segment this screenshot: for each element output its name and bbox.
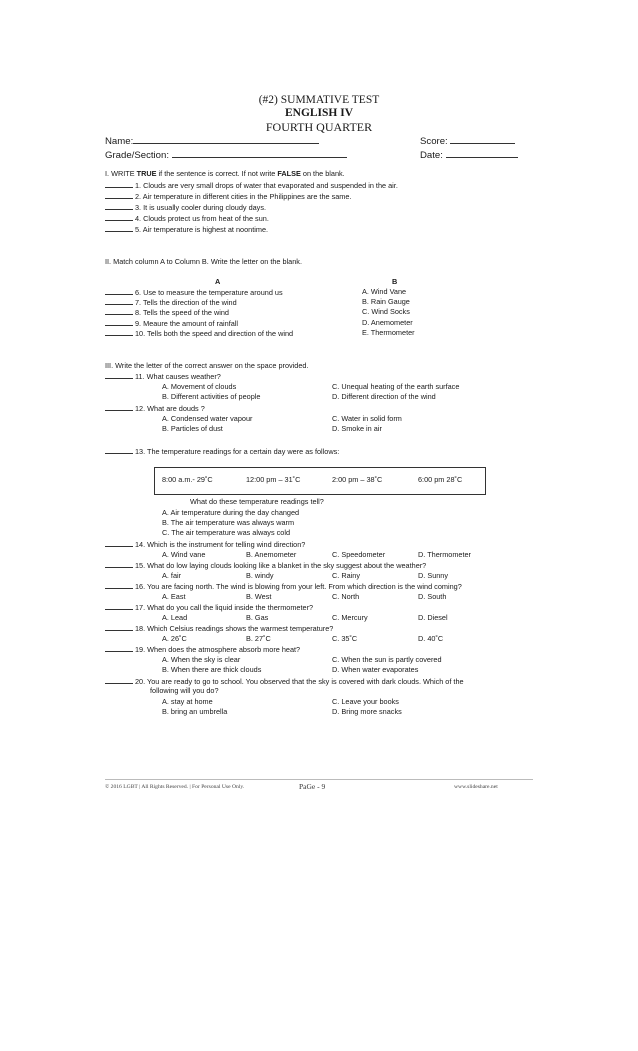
footer-source: www.slideshare.net [454, 784, 498, 790]
list-item: 8. Tells the speed of the wind [105, 307, 229, 319]
name-field [105, 134, 319, 147]
name-line [133, 134, 319, 144]
answer-blank [105, 213, 133, 221]
question-16: 16. You are facing north. The wind is blowing from your left. From which direction is the wind coming? [105, 581, 462, 593]
column-b-item: C. Wind Socks [362, 307, 410, 316]
option: B. bring an umbrella [162, 707, 228, 716]
list-item: 9. Meaure the amount of rainfall [105, 318, 238, 330]
answer-blank [105, 297, 133, 305]
option: D. When water evaporates [332, 665, 419, 674]
answer-blank [105, 446, 133, 454]
option: D. Thermometer [418, 550, 471, 559]
reading: 8:00 a.m.- 29˚C [162, 475, 213, 484]
answer-blank [105, 560, 133, 568]
question-11: 11. What causes weather? [105, 371, 221, 383]
question-17: 17. What do you call the liquid inside the thermometer? [105, 602, 313, 614]
option: D. Sunny [418, 571, 449, 580]
option: B. West [246, 592, 272, 601]
option: C. Unequal heating of the earth surface [332, 382, 460, 391]
question-20: 20. You are ready to go to school. You observed that the sky is covered with dark clouds. Which of the [105, 676, 464, 688]
score-label: Score: [420, 136, 448, 147]
option: B. Different activities of people [162, 392, 261, 401]
score-line [450, 134, 515, 144]
question-13: 13. The temperature readings for a certain day were as follows: [105, 446, 339, 458]
question-14: 14. Which is the instrument for telling wind direction? [105, 539, 305, 551]
answer-blank [105, 328, 133, 336]
option: A. When the sky is clear [162, 655, 241, 664]
option: C. North [332, 592, 360, 601]
option: C. When the sun is partly covered [332, 655, 442, 664]
list-item: 10. Tells both the speed and direction of the wind [105, 328, 293, 340]
option: D. 40˚C [418, 634, 444, 643]
column-b-item: A. Wind Vane [362, 287, 407, 296]
answer-blank [105, 403, 133, 411]
option: A. East [162, 592, 186, 601]
name-label: Name: [105, 136, 134, 147]
reading: 6:00 pm 28˚C [418, 475, 463, 484]
option: C. Speedometer [332, 550, 386, 559]
option: D. Different direction of the wind [332, 392, 436, 401]
option: C. 35˚C [332, 634, 358, 643]
answer-blank [105, 224, 133, 232]
list-item: 2. Air temperature in different cities in the Philippines are the same. [105, 191, 351, 203]
question-13-prompt: What do these temperature readings tell? [190, 497, 324, 506]
option: B. When there are thick clouds [162, 665, 262, 674]
option: B. windy [246, 571, 274, 580]
reading: 2:00 pm – 38˚C [332, 475, 383, 484]
option: D. Smoke in air [332, 424, 382, 433]
subject-title: ENGLISH IV [284, 107, 354, 119]
answer-blank [105, 644, 133, 652]
option: C. Leave your books [332, 697, 399, 706]
question-12: 12. What are douds ? [105, 403, 205, 415]
list-item: 4. Clouds protect us from heat of the sun. [105, 213, 269, 225]
grade-line [172, 148, 347, 158]
option: C. Water in solid form [332, 414, 402, 423]
footer-copyright: © 2016 LGBT | All Rights Reserved. | For Personal Use Only. [105, 784, 245, 790]
part3-instructions: III. Write the letter of the correct answer on the space provided. [105, 361, 309, 370]
column-b-item: D. Anemometer [362, 318, 413, 327]
option: A. Lead [162, 613, 188, 622]
option: D. Bring more snacks [332, 707, 402, 716]
answer-blank [105, 623, 133, 631]
option: D. Diesel [418, 613, 448, 622]
grade-field [105, 148, 347, 161]
option: B. Anemometer [246, 550, 297, 559]
option: A. Movement of clouds [162, 382, 237, 391]
part2-instructions: II. Match column A to Column B. Write the letter on the blank. [105, 257, 302, 266]
option: A. fair [162, 571, 182, 580]
list-item: 1. Clouds are very small drops of water that evaporated and suspended in the air. [105, 180, 398, 192]
grade-label: Grade/Section: [105, 150, 169, 161]
option: A. 26˚C [162, 634, 187, 643]
true-keyword: TRUE [136, 169, 157, 178]
option: D. South [418, 592, 447, 601]
column-b-item: B. Rain Gauge [362, 297, 410, 306]
question-18: 18. Which Celsius readings shows the warmest temperature? [105, 623, 333, 635]
reading: 12:00 pm – 31˚C [246, 475, 301, 484]
part1-instructions: I. WRITE TRUE if the sentence is correct. If not write FALSE on the blank. [105, 169, 345, 178]
answer-blank [105, 371, 133, 379]
answer-blank [105, 287, 133, 295]
column-b-heading: B [392, 277, 398, 286]
answer-blank [105, 676, 133, 684]
test-title: (#2) SUMMATIVE TEST [258, 94, 380, 106]
quarter-title: FOURTH QUARTER [265, 120, 373, 134]
footer-divider [105, 779, 533, 780]
page-number: PaGe - 9 [299, 782, 326, 791]
list-item: 5. Air temperature is highest at noontime. [105, 224, 268, 236]
option: A. Air temperature during the day changed [162, 508, 300, 517]
list-item: 3. It is usually cooler during cloudy days. [105, 202, 266, 214]
score-field [420, 134, 515, 147]
date-label: Date: [420, 150, 443, 161]
option: B. Particles of dust [162, 424, 223, 433]
list-item: 7. Tells the direction of the wind [105, 297, 237, 309]
question-15: 15. What do low laying clouds looking like a blanket in the sky suggest about the weather? [105, 560, 426, 572]
option: B. The air temperature was always warm [162, 518, 295, 527]
answer-blank [105, 539, 133, 547]
answer-blank [105, 307, 133, 315]
option: A. Condensed water vapour [162, 414, 253, 423]
answer-blank [105, 202, 133, 210]
answer-blank [105, 581, 133, 589]
question-20-continued: following will you do? [150, 686, 219, 695]
option: B. 27˚C [246, 634, 271, 643]
option: C. The air temperature was always cold [162, 528, 291, 537]
option: C. Mercury [332, 613, 368, 622]
option: A. Wind vane [162, 550, 206, 559]
option: C. Rainy [332, 571, 360, 580]
question-19: 19. When does the atmosphere absorb more heat? [105, 644, 300, 656]
answer-blank [105, 191, 133, 199]
column-a-heading: A [215, 277, 221, 286]
answer-blank [105, 180, 133, 188]
column-b-item: E. Thermometer [362, 328, 415, 337]
answer-blank [105, 602, 133, 610]
date-field [420, 148, 518, 161]
option: B. Gas [246, 613, 269, 622]
list-item: 6. Use to measure the temperature around us [105, 287, 283, 299]
date-line [446, 148, 518, 158]
false-keyword: FALSE [277, 169, 301, 178]
answer-blank [105, 318, 133, 326]
option: A. stay at home [162, 697, 213, 706]
